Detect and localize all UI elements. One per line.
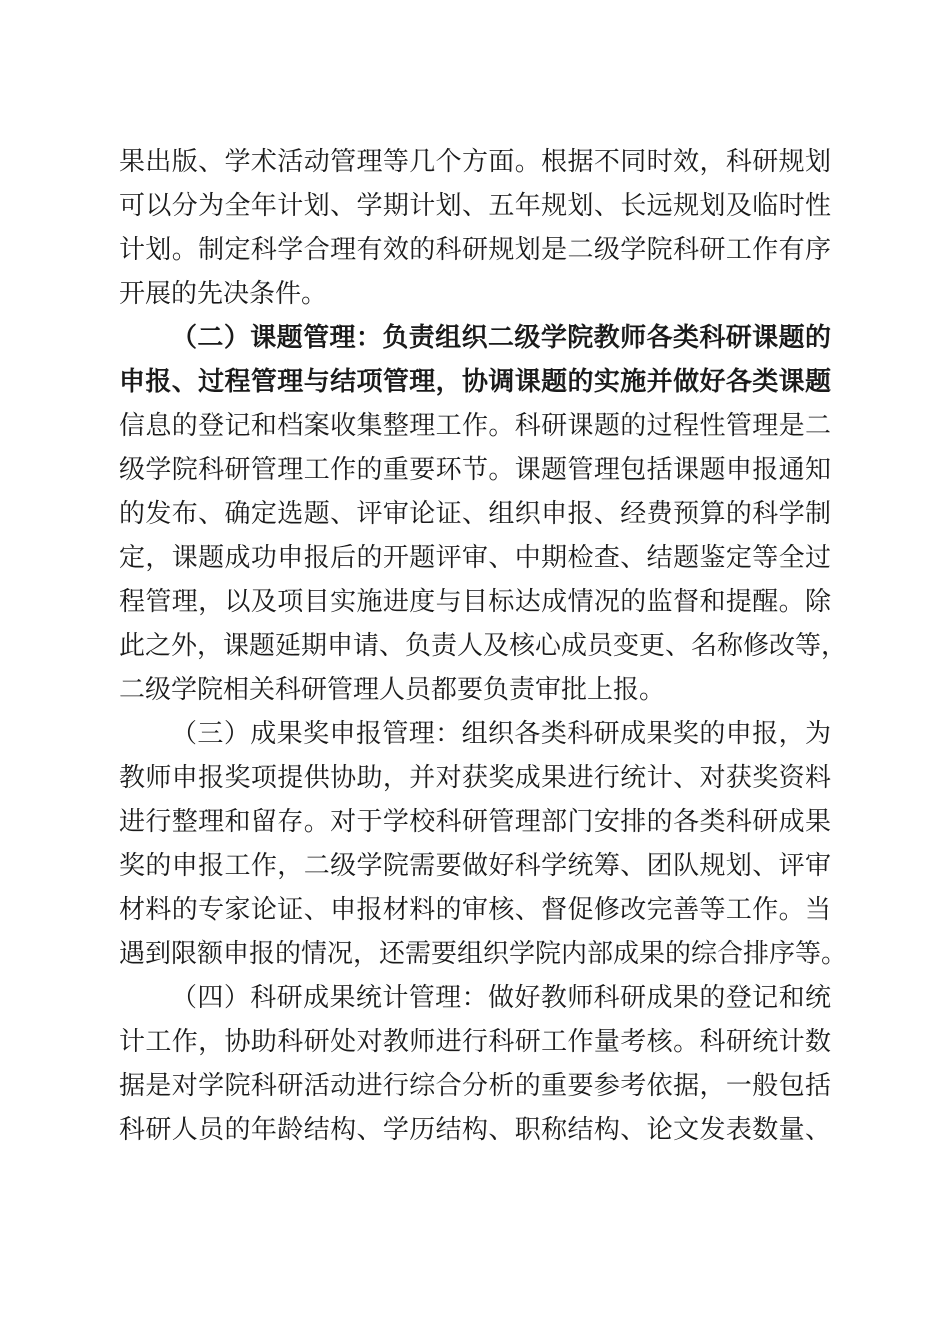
text-line: 遇到限额申报的情况，还需要组织学院内部成果的综合排序等。 [119,939,848,969]
text-line: 级学院科研管理工作的重要环节。课题管理包括课题申报通知 [119,455,831,485]
text-line: 此之外，课题延期申请、负责人及核心成员变更、名称修改等， [119,631,848,661]
document-body [119,140,848,1152]
text-line: 果出版、学术活动管理等几个方面。根据不同时效，科研规划 [119,147,831,177]
text-line: 计划。制定科学合理有效的科研规划是二级学院科研工作有序 [119,235,831,265]
paragraph-results-statistics [119,976,831,1152]
paragraph-project-management [119,316,848,712]
text-line: 计工作，协助科研处对教师进行科研工作量考核。科研统计数 [119,1027,831,1057]
text-line: 开展的先决条件。 [119,279,328,309]
text-line: 材料的专家论证、申报材料的审核、督促修改完善等工作。当 [119,895,831,925]
paragraph-award-application [119,712,848,976]
text-line: 的发布、确定选题、评审论证、组织申报、经费预算的科学制 [119,499,831,529]
text-line: 二级学院相关科研管理人员都要负责审批上报。 [119,675,666,705]
text-line: （三）成果奖申报管理：组织各类科研成果奖的申报，为 [171,719,831,749]
text-line: 申报、过程管理与结项管理，协调课题的实施并做好各类课题 [119,367,831,397]
text-line: 据是对学院科研活动进行综合分析的重要参考依据，一般包括 [119,1071,831,1101]
text-line: 教师申报奖项提供协助，并对获奖成果进行统计、对获奖资料 [119,763,831,793]
text-line: （二）课题管理：负责组织二级学院教师各类科研课题的 [171,323,831,353]
text-line: 进行整理和留存。对于学校科研管理部门安排的各类科研成果 [119,807,831,837]
text-line: 可以分为全年计划、学期计划、五年规划、长远规划及临时性 [119,191,831,221]
text-line: 奖的申报工作，二级学院需要做好科学统筹、团队规划、评审 [119,851,831,881]
text-line: 信息的登记和档案收集整理工作。科研课题的过程性管理是二 [119,411,831,441]
text-line: 程管理，以及项目实施进度与目标达成情况的监督和提醒。除 [119,587,831,617]
text-line: （四）科研成果统计管理：做好教师科研成果的登记和统 [171,983,831,1013]
text-line: 科研人员的年龄结构、学历结构、职称结构、论文发表数量、 [119,1115,831,1145]
text-line: 定，课题成功申报后的开题评审、中期检查、结题鉴定等全过 [119,543,831,573]
paragraph-planning-continued [119,140,831,316]
